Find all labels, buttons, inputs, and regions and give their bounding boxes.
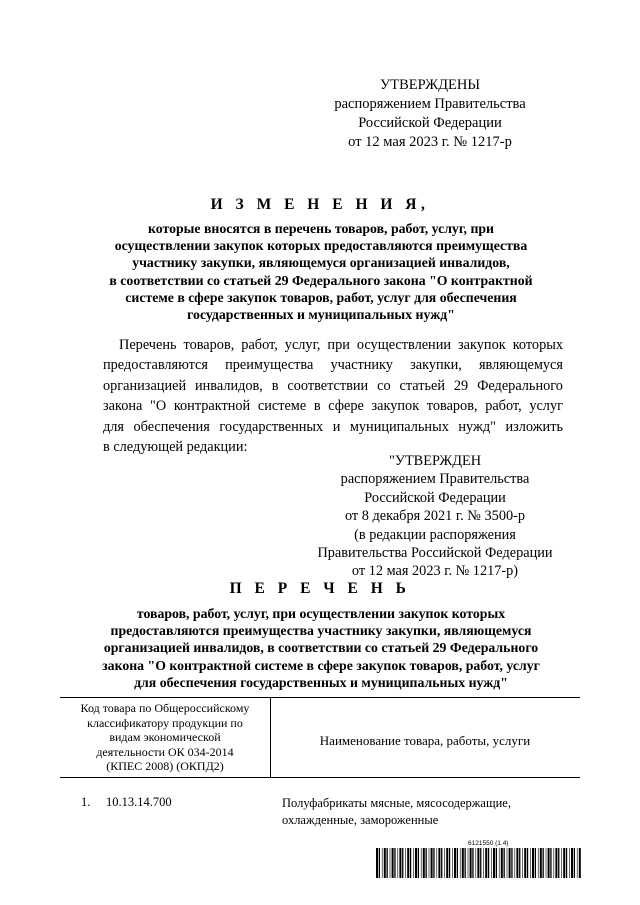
approval-stamp (300, 76, 560, 152)
table-row-name (282, 795, 511, 828)
approval-line: Российской Федерации (358, 115, 502, 131)
body-word: со (377, 377, 391, 394)
barcode-bar (433, 848, 434, 878)
barcode-label: 6121550 (1.4) (468, 840, 509, 847)
row-name-line: охлажденные, замороженные (282, 812, 439, 827)
barcode-bar (569, 848, 570, 878)
subtitle-line: системе в сфере закупок товаров, работ, услуг для обеспечения (125, 289, 517, 305)
barcode-bar (477, 848, 479, 878)
body-word: контрактной (173, 398, 251, 415)
barcode-bar (462, 848, 464, 878)
approval-line: от 8 декабря 2021 г. № 3500-р (344, 508, 526, 525)
barcode-bar (480, 848, 481, 878)
barcode-bar (449, 848, 450, 878)
barcode-bar (376, 848, 378, 878)
subtitle-line: товаров, работ, услуг, при осуществлении закупок которых (136, 606, 506, 621)
barcode-bar (554, 848, 555, 878)
approval-line: Российской Федерации (364, 489, 506, 506)
barcode-bar (540, 848, 542, 878)
body-word: в следующей редакции: (103, 439, 248, 456)
body-word: участнику (330, 357, 393, 374)
body-word: системе (257, 398, 307, 415)
barcode-bar (418, 848, 419, 878)
body-word: инвалидов, (195, 377, 263, 394)
body-word: работ, (485, 398, 522, 415)
barcode-bar (457, 848, 458, 878)
barcode-bar (524, 848, 526, 878)
body-line (103, 376, 563, 396)
barcode-bar (543, 848, 544, 878)
barcode-bar (405, 848, 406, 878)
table-row-number: 1. (81, 795, 91, 809)
barcode-bar (546, 848, 547, 878)
barcode-bar (446, 848, 448, 878)
barcode-bar (485, 848, 487, 878)
barcode-bar (519, 848, 520, 878)
barcode-bar (515, 848, 516, 878)
barcode-bar (460, 848, 461, 878)
body-word: при (327, 337, 350, 353)
body-word: работ, (241, 337, 278, 353)
list-title: П Е Р Е Ч Е Н Ь (229, 580, 411, 597)
barcode-bar (555, 848, 557, 878)
barcode-bar (504, 848, 505, 878)
barcode-bar (387, 848, 388, 878)
body-word: услуг, (284, 337, 321, 353)
header-line: (КПЕС 2008) (ОКПД2) (106, 759, 224, 774)
body-word: закупок (458, 337, 506, 353)
changes-title: И З М Е Н Е Н И Я, (210, 196, 430, 213)
body-word: и (332, 418, 341, 435)
header-line: Код товара по Общероссийскому (80, 701, 250, 715)
barcode-bar (561, 848, 562, 878)
approval-line: от 12 мая 2023 г. № 1217-р) (351, 563, 519, 580)
barcode-bar (493, 848, 495, 878)
barcode-bar (413, 848, 414, 878)
approval-stamp-quoted (290, 452, 580, 581)
subtitle-line: участнику закупки, являющемуся организацией инвалидов, (132, 255, 510, 271)
barcode-bar (548, 848, 550, 878)
body-word: осуществлении (356, 337, 452, 353)
barcode-bar (530, 848, 531, 878)
barcode-bar (516, 848, 518, 878)
approval-line: (в редакции распоряжения (354, 526, 516, 543)
barcode-bar (491, 848, 492, 878)
body-word: статьей (399, 377, 446, 394)
barcode-bar (384, 848, 386, 878)
approval-line: УТВЕРЖДЕНЫ (379, 77, 481, 93)
barcode-bar (496, 848, 497, 878)
body-word: товаров, (426, 398, 478, 415)
barcode-bar (429, 848, 430, 878)
barcode-bar (390, 848, 391, 878)
body-word: закона (103, 398, 143, 415)
body-word: изложить (505, 418, 563, 435)
subtitle-line: государственных и муниципальных нужд" (187, 307, 455, 323)
barcode-bar (563, 848, 565, 878)
subtitle-line: для обеспечения государственных и муниципальных нужд" (134, 674, 508, 690)
barcode-bar (431, 848, 433, 878)
approval-line: распоряжением Правительства (340, 471, 530, 488)
table-row-code: 10.13.14.700 (106, 795, 172, 809)
subtitle-line: организацией инвалидов, в соответствии со статьей 29 Федерального (103, 640, 539, 656)
header-line: видам экономической (109, 730, 221, 745)
body-word: являющемуся (478, 357, 563, 374)
barcode-bar (470, 848, 472, 878)
body-word: организацией (103, 377, 187, 394)
barcode-bar (444, 848, 445, 878)
barcode-bar (392, 848, 394, 878)
barcode-bar (441, 848, 442, 878)
barcode-bar (499, 848, 500, 878)
barcode-bar (488, 848, 489, 878)
barcode-bar (399, 848, 401, 878)
row-name-line: Полуфабрикаты мясные, мясосодержащие, (282, 796, 511, 810)
barcode-bar (423, 848, 425, 878)
barcode-bar (402, 848, 403, 878)
body-word: государственных (219, 418, 324, 435)
barcode-bar (511, 848, 512, 878)
barcode-bar (472, 848, 473, 878)
barcode-bar (438, 848, 440, 878)
body-line (103, 335, 563, 355)
barcode-bar (398, 848, 399, 878)
header-line: деятельности ОК 034-2014 (96, 744, 234, 759)
barcode-image (376, 848, 581, 878)
barcode-bar (501, 848, 503, 878)
barcode-bar (415, 848, 417, 878)
barcode-bar (558, 848, 559, 878)
approval-line: Правительства Российской Федерации (317, 545, 553, 562)
barcode-bar (522, 848, 523, 878)
barcode-bar (574, 848, 575, 878)
subtitle-line: предоставляются преимущества участнику закупки, являющемуся (110, 623, 532, 639)
barcode-bar (410, 848, 411, 878)
barcode-bar (454, 848, 456, 878)
table-header-name: Наименование товара, работы, услуги (319, 733, 531, 748)
subtitle-line: закона "О контрактной системе в сфере закупок товаров, работ, услуг (102, 657, 540, 673)
body-word: в (271, 377, 279, 394)
barcode-bar (577, 848, 578, 878)
barcode-bar (579, 848, 581, 878)
barcode-bar (532, 848, 534, 878)
barcode-bar (468, 848, 469, 878)
table-header-code (62, 701, 268, 774)
body-word: закупки, (410, 357, 462, 374)
approval-line: распоряжением Правительства (334, 96, 526, 112)
barcode-bar (407, 848, 409, 878)
barcode-bar (566, 848, 567, 878)
body-word: Федерального (477, 377, 563, 394)
barcode-bar (394, 848, 395, 878)
body-word: преимущества (225, 357, 314, 374)
approval-line: "УТВЕРЖДЕН (388, 453, 482, 469)
barcode-bar (509, 848, 511, 878)
changes-subtitle (80, 220, 562, 323)
barcode-bar (571, 848, 573, 878)
barcode-bar (535, 848, 536, 878)
body-line (103, 396, 563, 416)
barcode-bar (465, 848, 466, 878)
body-paragraph (103, 335, 563, 457)
table-column-divider (270, 697, 271, 777)
body-word: сфере (328, 398, 364, 415)
body-word: нужд" (458, 418, 496, 435)
body-word: 29 (453, 377, 469, 394)
table-top-border (60, 697, 580, 698)
subtitle-line: которые вносятся в перечень товаров, работ, услуг, при (147, 221, 495, 236)
body-word: в (313, 398, 321, 415)
barcode-bar (379, 848, 380, 878)
body-word: обеспечения (133, 418, 210, 435)
barcode-bar (452, 848, 453, 878)
barcode-bar (476, 848, 477, 878)
body-word: для (103, 418, 124, 435)
list-subtitle (75, 605, 567, 691)
body-word: закупок (371, 398, 420, 415)
barcode-bar (382, 848, 383, 878)
subtitle-line: в соответствии со статьей 29 Федерального закона "О контрактной (109, 272, 533, 288)
header-line: классификатору продукции по (87, 715, 243, 730)
barcode-bar (527, 848, 528, 878)
body-word: товаров, (183, 337, 235, 353)
body-word: соответствии (287, 377, 369, 394)
body-line (103, 417, 563, 437)
barcode-bar (437, 848, 438, 878)
body-word: муниципальных (349, 418, 449, 435)
approval-line: от 12 мая 2023 г. № 1217-р (348, 134, 512, 150)
barcode-bar (550, 848, 551, 878)
body-word: "О (150, 398, 167, 415)
table-header-bottom-border (60, 777, 580, 778)
barcode-bar (507, 848, 508, 878)
body-line (103, 355, 563, 375)
body-word: услуг (529, 398, 563, 415)
body-word: которых (512, 337, 563, 353)
body-word: предоставляются (103, 357, 208, 374)
barcode-bar (483, 848, 484, 878)
barcode-bar (538, 848, 539, 878)
body-word: Перечень (119, 337, 177, 353)
barcode-bar (421, 848, 422, 878)
barcode-bar (426, 848, 427, 878)
subtitle-line: осуществлении закупок которых предоставляются преимущества (114, 238, 528, 254)
